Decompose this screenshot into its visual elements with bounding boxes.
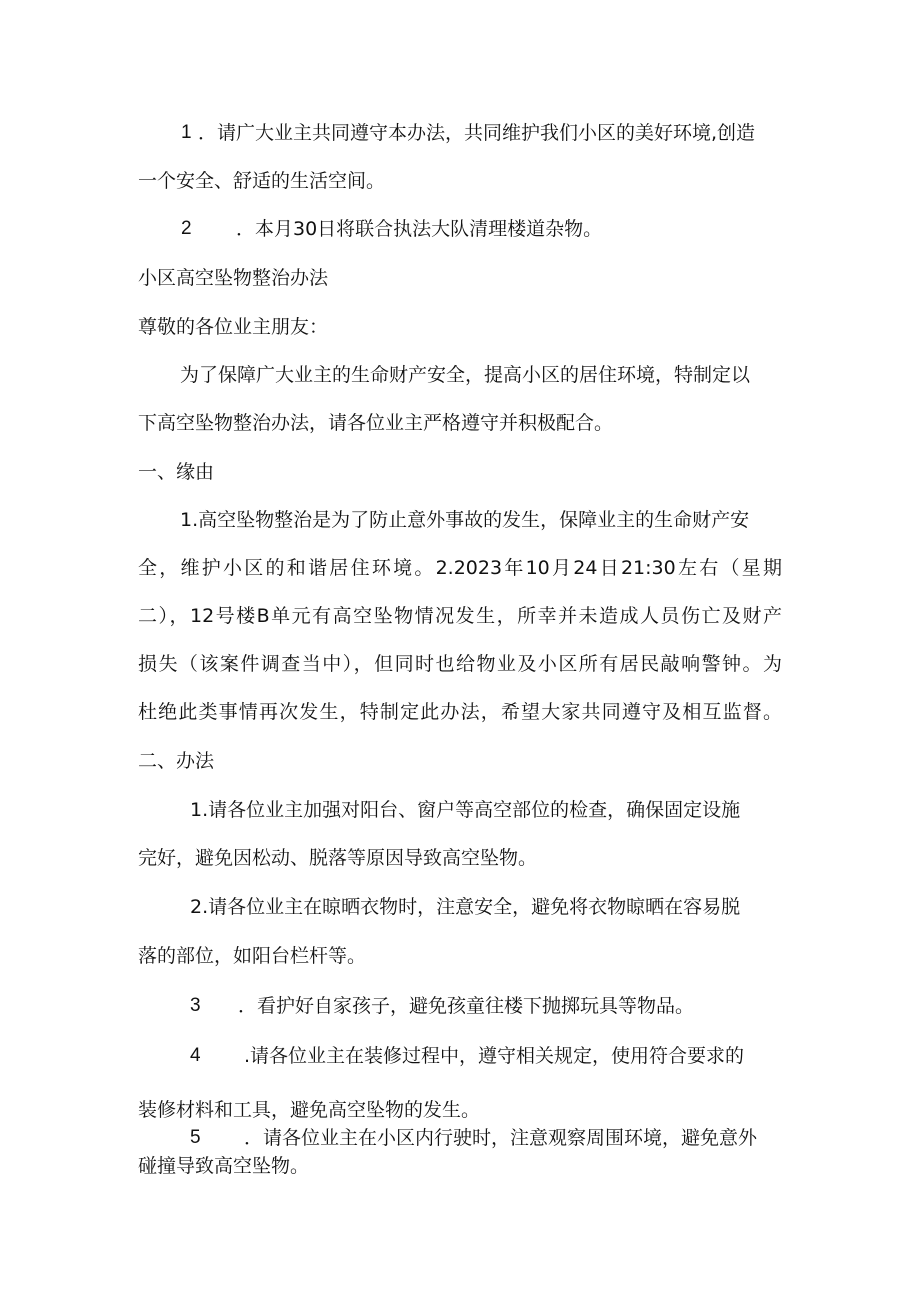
section-1-line-5: 杜绝此类事情再次发生，特制定此办法，希望大家共同遵守及相互监督。 xyxy=(138,701,782,723)
section-2-item-4-number: 4 xyxy=(190,1045,201,1066)
section-2-item-2-line-1: 2.请各位业主在晾晒衣物时，注意安全，避免将衣物晾晒在容易脱 xyxy=(190,896,741,918)
section-2-item-2-line-2: 落的部位，如阳台栏杆等。 xyxy=(138,945,367,967)
section-2-item-5-line-1: ．请各位业主在小区内行驶时，注意观察周围环境，避免意外 xyxy=(244,1127,758,1149)
intro-item-1-number: 1 xyxy=(181,122,192,143)
document-title: 小区高空坠物整治办法 xyxy=(138,267,329,289)
section-1-heading: 一、缘由 xyxy=(138,461,215,483)
section-2-item-5-line-2: 碰撞导致高空坠物。 xyxy=(138,1155,310,1177)
section-2-item-5-number: 5 xyxy=(190,1127,201,1148)
intro-item-1-line-2: 一个安全、舒适的生活空间。 xyxy=(138,170,386,192)
section-2-item-4-line-2: 装修材料和工具，避免高空坠物的发生。 xyxy=(138,1099,481,1121)
section-1-line-3: 二），12号楼B单元有高空坠物情况发生，所幸并未造成人员伤亡及财产 xyxy=(138,605,782,627)
section-2-item-4-line-1: .请各位业主在装修过程中，遵守相关规定，使用符合要求的 xyxy=(244,1045,745,1067)
section-2-item-3-text: ．看护好自家孩子，避免孩童往楼下抛掷玩具等物品。 xyxy=(238,995,695,1017)
section-2-heading: 二、办法 xyxy=(138,750,215,772)
intro-item-2-text: ．本月30日将联合执法大队清理楼道杂物。 xyxy=(236,218,603,240)
intro-item-1-line-1: ．请广大业主共同遵守本办法，共同维护我们小区的美好环境,创造 xyxy=(198,122,756,144)
section-1-line-4: 损失（该案件调查当中），但同时也给物业及小区所有居民敲响警钟。为 xyxy=(138,653,782,675)
section-1-line-1: 1.高空坠物整治是为了防止意外事故的发生，保障业主的生命财产安 xyxy=(180,509,750,531)
intro-item-2-number: 2 xyxy=(181,218,192,239)
preamble-line-2: 下高空坠物整治办法，请各位业主严格遵守并积极配合。 xyxy=(138,412,614,434)
section-1-line-2: 全，维护小区的和谐居住环境。2.2023年10月24日21:30左右（星期 xyxy=(138,557,782,579)
section-2-item-1-line-2: 完好，避免因松动、脱落等原因导致高空坠物。 xyxy=(138,847,538,869)
section-2-item-3-number: 3 xyxy=(190,995,201,1016)
greeting: 尊敬的各位业主朋友： xyxy=(138,316,329,338)
preamble-line-1: 为了保障广大业主的生命财产安全，提高小区的居住环境，特制定以 xyxy=(180,364,751,386)
section-2-item-1-line-1: 1.请各位业主加强对阳台、窗户等高空部位的检查，确保固定设施 xyxy=(190,799,741,821)
